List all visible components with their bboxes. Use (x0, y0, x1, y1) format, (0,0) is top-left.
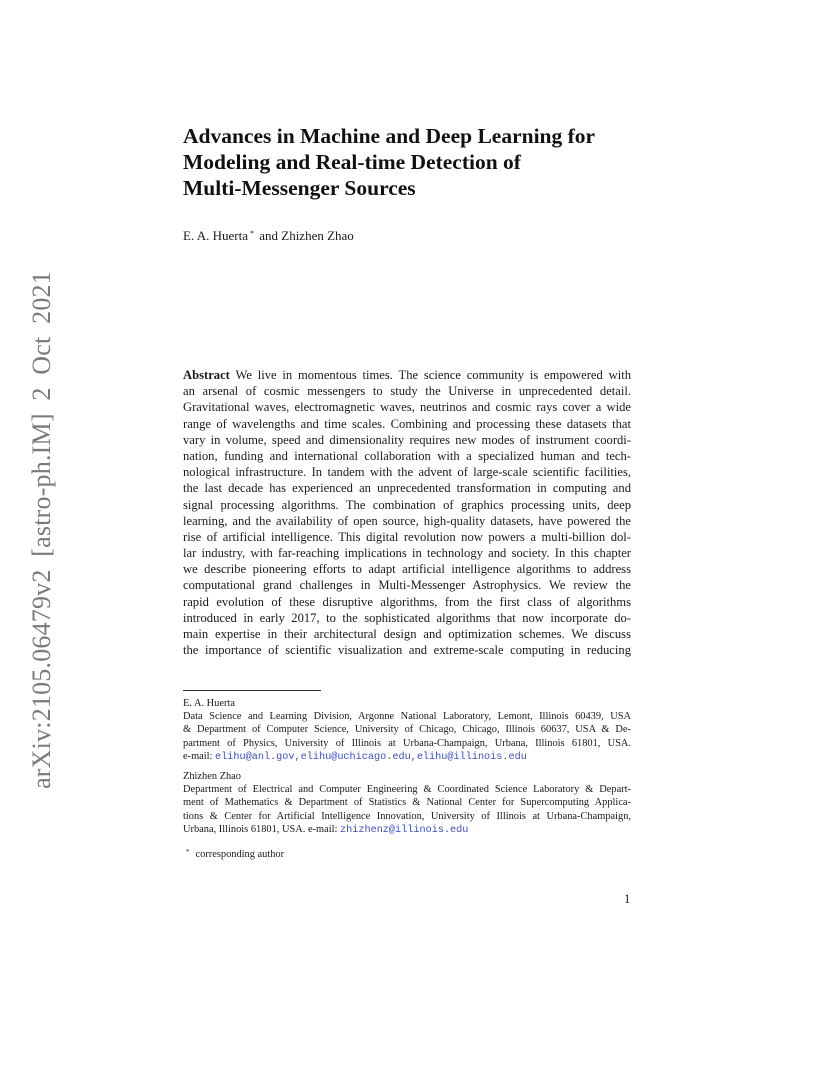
abstract-line: main expertise in their architectural design and optimization schemes. We discuss (183, 627, 631, 641)
email-link[interactable]: elihu@anl.gov, (215, 751, 301, 763)
page-number: 1 (624, 892, 631, 906)
affiliation-line: Department of Electrical and Computer Engineering & Coordinated Science Laboratory & Depart- (183, 784, 631, 796)
email-link[interactable]: zhizhenz@illinois.edu (340, 824, 469, 836)
corresponding-author-marker: * (249, 229, 254, 238)
author-list (183, 228, 354, 244)
abstract-line: lar industry, with far-reaching implications in technology and society. In this chapter (183, 546, 631, 561)
affiliation-email-line: e-mail: elihu@anl.gov,elihu@uchicago.edu,elihu@illinois.edu (183, 750, 527, 763)
author-name: E. A. Huerta (183, 228, 248, 243)
footnote-marker: * (186, 848, 190, 856)
abstract-line: rapid evolution of these disruptive algorithms, from the first class of algorithms (183, 594, 631, 609)
affiliation-line: & Department of Computer Science, University of Chicago, Chicago, Illinois 60637, USA & De- (183, 724, 631, 736)
abstract-label: Abstract (183, 368, 230, 382)
affiliation-author-name: Zhizhen Zhao (183, 771, 241, 782)
affiliation-line: partment of Physics, University of Illinois at Urbana-Champaign, Urbana, Illinois 61801, USA. (183, 737, 631, 749)
affiliation-huerta (183, 697, 631, 763)
affiliation-line: ment of Mathematics & Department of Statistics & National Center for Supercomputing Applica- (183, 797, 631, 809)
abstract-line: nological infrastructure. In tandem with the advent of large-scale scientific facilities, (183, 465, 631, 480)
abstract-line: rise of artificial intelligence. This digital revolution now powers a multi-billion dol- (183, 529, 631, 544)
affiliation-line: tions & Center for Artificial Intelligence Innovation, University of Illinois at Urbana-Champaign, (183, 810, 631, 822)
author-name: and Zhizhen Zhao (259, 228, 354, 243)
footnote-divider (183, 690, 321, 691)
abstract-line: nation, funding and international collaboration with a specialized human and tech- (183, 448, 631, 463)
abstract-line: introduced in early 2017, to the sophisticated algorithms that now incorporate do- (183, 610, 631, 625)
title-line: Advances in Machine and Deep Learning for (183, 124, 596, 148)
abstract-line: range of wavelengths and time scales. Combining and processing these datasets that (183, 416, 631, 431)
paper-title (183, 123, 643, 201)
abstract-line: learning, and the availability of open source, high-quality datasets, have powered the (183, 513, 631, 528)
affiliation-author-name: E. A. Huerta (183, 698, 235, 709)
abstract-line: the importance of scientific visualization and extreme-scale computing in reducing (183, 643, 631, 658)
abstract-line: Gravitational waves, electromagnetic waves, neutrinos and cosmic rays cover a wide (183, 400, 631, 415)
title-line: Multi-Messenger Sources (183, 176, 416, 200)
abstract-line: an arsenal of cosmic messengers to study the Universe in unprecedented detail. (183, 384, 631, 399)
email-link[interactable]: elihu@illinois.edu (416, 751, 527, 763)
affiliation-email-line: Urbana, Illinois 61801, USA. e-mail: zhizhenz@illinois.edu (183, 823, 469, 836)
abstract-line: the last decade has experienced an unprecedented transformation in computing and (183, 481, 631, 496)
abstract-line: signal processing algorithms. The combination of graphics processing units, deep (183, 497, 631, 512)
abstract (183, 367, 631, 658)
abstract-line: Abstract We live in momentous times. The science community is empowered with (183, 368, 631, 382)
email-link[interactable]: elihu@uchicago.edu, (300, 751, 417, 763)
affiliation-zhao (183, 770, 631, 836)
abstract-line: we describe pioneering efforts to adapt artificial intelligence algorithms to address (183, 562, 631, 577)
arxiv-identifier-stamp: arXiv:2105.06479v2 [astro-ph.IM] 2 Oct 2021 (27, 271, 56, 789)
title-line: Modeling and Real-time Detection of (183, 150, 521, 174)
abstract-line: computational grand challenges in Multi-Messenger Astrophysics. We review the (183, 578, 631, 593)
footnote-text: corresponding author (195, 849, 285, 860)
affiliation-line: Data Science and Learning Division, Argonne National Laboratory, Lemont, Illinois 60439, USA (183, 711, 631, 723)
footnote (183, 848, 284, 860)
abstract-line: vary in volume, speed and dimensionality requires new modes of instrument coordi- (183, 432, 631, 447)
